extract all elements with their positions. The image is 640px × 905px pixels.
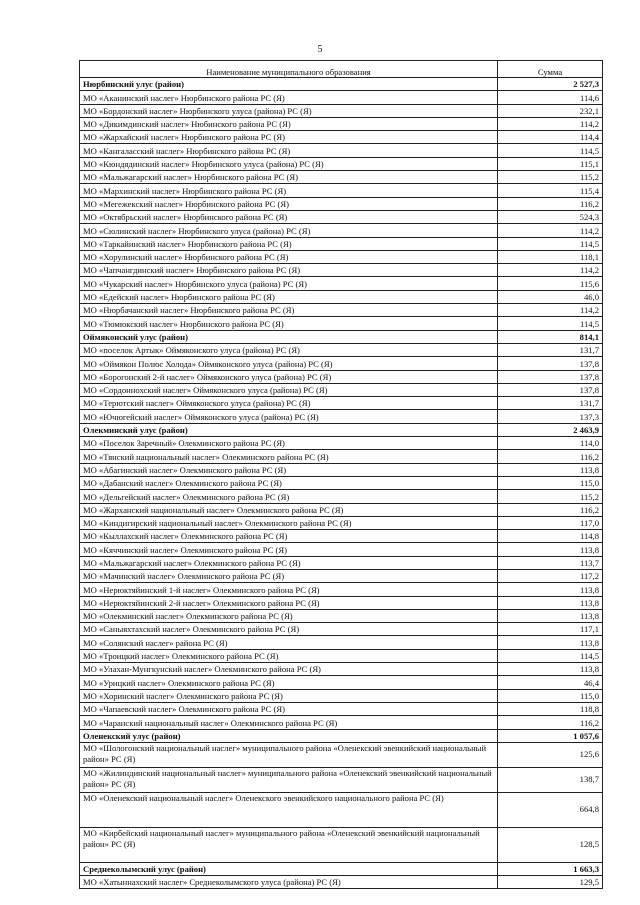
table-row — [80, 569, 603, 582]
row-name: МО «Саныяхтахский наслег» Олекминского района РС (Я) — [80, 623, 498, 636]
row-name: МО «Аканинский наслег» Нюрбинского района РС (Я) — [80, 91, 498, 104]
table-row — [80, 596, 603, 609]
row-sum: 113,8 — [498, 663, 603, 676]
region-row — [80, 330, 603, 343]
row-name: МО «Поселок Заречный» Олекминского района РС (Я) — [80, 437, 498, 450]
row-name: Среднеколымский улус (район) — [80, 862, 498, 875]
row-sum: 131,7 — [498, 343, 603, 356]
table-row — [80, 716, 603, 729]
table-row — [80, 383, 603, 396]
row-sum: 125,6 — [498, 742, 603, 767]
row-name: МО «Кюндядинский наслег» Нюрбинского улуса (района) РС (Я) — [80, 157, 498, 170]
row-name: МО «Чаранский национальный наслег» Олекминского района РС (Я) — [80, 716, 498, 729]
table-row — [80, 649, 603, 662]
row-name: МО «Мальжагарский наслег» Олекминского района РС (Я) — [80, 556, 498, 569]
row-name: МО «Борогонский 2-й наслег» Оймяконского улуса (района) РС (Я) — [80, 370, 498, 383]
row-sum: 118,8 — [498, 702, 603, 715]
header-name: Наименование муниципального образования — [80, 61, 498, 78]
table-row — [80, 224, 603, 237]
row-name: МО «Жилиндинский национальный наслег» муниципального района «Оленекский эвенкийский национальный район» РС (Я) — [80, 767, 498, 792]
row-sum: 137,8 — [498, 370, 603, 383]
table-row — [80, 397, 603, 410]
row-name: МО «Дабанский наслег» Олекминского района РС (Я) — [80, 476, 498, 489]
row-sum: 113,8 — [498, 583, 603, 596]
row-name: МО «Кирбейский национальный наслег» муниципального района «Оленекский эвенкийский национальный район» РС (Я) — [80, 827, 498, 862]
region-row — [80, 423, 603, 436]
table-row — [80, 184, 603, 197]
row-name: МО «Ючюгейский наслег» Оймяконского улуса (района) РС (Я) — [80, 410, 498, 423]
row-name: МО «Солянский наслег» района РС (Я) — [80, 636, 498, 649]
row-sum: 46,0 — [498, 290, 603, 303]
row-sum: 118,1 — [498, 250, 603, 263]
row-name: МО «Кангаласский наслег» Нюрбинского района РС (Я) — [80, 144, 498, 157]
row-name: МО «Дикимдинский наслег» Нюбинского района РС (Я) — [80, 117, 498, 130]
row-sum: 115,2 — [498, 171, 603, 184]
table-row — [80, 157, 603, 170]
table-row — [80, 490, 603, 503]
row-name: МО «Кыллахский наслег» Олекминского района РС (Я) — [80, 530, 498, 543]
row-sum: 128,5 — [498, 827, 603, 862]
table-row — [80, 370, 603, 383]
row-name: Оймяконский улус (район) — [80, 330, 498, 343]
table-row — [80, 530, 603, 543]
row-name: МО «Оленекский национальный наслег» Оленекского эвенкийского национального района РС (Я) — [80, 792, 498, 827]
row-name: МО «Троицкий наслег» Олекминского района РС (Я) — [80, 649, 498, 662]
row-sum: 113,8 — [498, 543, 603, 556]
row-sum: 115,2 — [498, 490, 603, 503]
row-name: МО «Мальжагарский наслег» Нюрбинского района РС (Я) — [80, 171, 498, 184]
row-sum: 114,5 — [498, 317, 603, 330]
row-sum: 814,1 — [498, 330, 603, 343]
row-name: МО «Кяччинский наслег» Олекминского района РС (Я) — [80, 543, 498, 556]
row-sum: 114,2 — [498, 117, 603, 130]
row-name: МО «поселок Артык» Оймяконского улуса (района) РС (Я) — [80, 343, 498, 356]
row-sum: 113,7 — [498, 556, 603, 569]
row-name: МО «Сордоннохский наслег» Оймяконского улуса (района) РС (Я) — [80, 383, 498, 396]
table-row — [80, 543, 603, 556]
table-row — [80, 767, 603, 792]
row-sum: 114,5 — [498, 649, 603, 662]
row-name: МО «Хатыннахский наслег» Среднеколымского улуса (района) РС (Я) — [80, 876, 498, 889]
row-sum: 117,0 — [498, 516, 603, 529]
row-sum: 114,2 — [498, 264, 603, 277]
row-name: МО «Чапаевский наслег» Олекминского района РС (Я) — [80, 702, 498, 715]
row-sum: 137,3 — [498, 410, 603, 423]
row-sum: 114,0 — [498, 437, 603, 450]
table-row — [80, 237, 603, 250]
row-name: МО «Шологонский национальный наслег» муниципального района «Оленекский эвенкийский национальный район» РС (Я) — [80, 742, 498, 767]
row-name: МО «Сюлинский наслег» Нюрбинского улуса (района) РС (Я) — [80, 224, 498, 237]
table-row — [80, 609, 603, 622]
row-sum: 664,8 — [498, 792, 603, 827]
table-row — [80, 503, 603, 516]
row-sum: 232,1 — [498, 104, 603, 117]
table-row — [80, 623, 603, 636]
row-name: МО «Хоринский наслег» Олекминского района РС (Я) — [80, 689, 498, 702]
row-sum: 115,6 — [498, 277, 603, 290]
row-name: МО «Жархайский наслег» Нюрбинского района РС (Я) — [80, 131, 498, 144]
row-name: МО «Олекминский наслег» Олекминского района РС (Я) — [80, 609, 498, 622]
row-name: МО «Урицкий наслег» Олекминского района РС (Я) — [80, 676, 498, 689]
row-sum: 1 057,6 — [498, 729, 603, 742]
row-sum: 116,2 — [498, 450, 603, 463]
table-row — [80, 689, 603, 702]
row-sum: 137,8 — [498, 357, 603, 370]
table-row — [80, 556, 603, 569]
row-sum: 113,8 — [498, 463, 603, 476]
row-sum: 1 663,3 — [498, 862, 603, 875]
row-name: МО «Нерюктяйинский 1-й наслег» Олекминского района РС (Я) — [80, 583, 498, 596]
row-sum: 115,4 — [498, 184, 603, 197]
row-name: МО «Оймякон Полюс Холода» Оймяконского улуса (района) РС (Я) — [80, 357, 498, 370]
row-sum: 114,5 — [498, 237, 603, 250]
row-sum: 138,7 — [498, 767, 603, 792]
row-name: МО «Чапчангдинский наслег» Нюрбинского района РС (Я) — [80, 264, 498, 277]
row-sum: 114,2 — [498, 224, 603, 237]
row-sum: 117,2 — [498, 569, 603, 582]
row-sum: 131,7 — [498, 397, 603, 410]
table-row — [80, 476, 603, 489]
row-name: МО «Нюрбачанский наслег» Нюрбинского района РС (Я) — [80, 304, 498, 317]
table-row — [80, 117, 603, 130]
table-row — [80, 450, 603, 463]
row-sum: 116,2 — [498, 197, 603, 210]
row-sum: 116,2 — [498, 503, 603, 516]
row-name: МО «Таркайинский наслег» Нюрбинского района РС (Я) — [80, 237, 498, 250]
table-row — [80, 290, 603, 303]
table-row — [80, 304, 603, 317]
row-sum: 113,8 — [498, 636, 603, 649]
table-row — [80, 583, 603, 596]
table-row — [80, 144, 603, 157]
table-row — [80, 317, 603, 330]
row-name: МО «Мегежекский наслег» Нюрбинского района РС (Я) — [80, 197, 498, 210]
row-sum: 115,0 — [498, 476, 603, 489]
row-name: МО «Бордонский наслег» Нюрбинского улуса (района) РС (Я) — [80, 104, 498, 117]
row-name: Нюрбинский улус (район) — [80, 78, 498, 91]
table-row — [80, 636, 603, 649]
row-sum: 524,3 — [498, 210, 603, 223]
table-body — [80, 78, 603, 889]
table-row — [80, 171, 603, 184]
row-name: Оленекский улус (район) — [80, 729, 498, 742]
row-sum: 2 527,3 — [498, 78, 603, 91]
table-row — [80, 702, 603, 715]
row-name: МО «Нерюктяйинский 2-й наслег» Олекминского района РС (Я) — [80, 596, 498, 609]
row-name: МО «Тянский национальный наслег» Олекминского района РС (Я) — [80, 450, 498, 463]
table-row — [80, 516, 603, 529]
table-row — [80, 876, 603, 889]
row-name: МО «Октябрьский наслег» Нюрбинского района РС (Я) — [80, 210, 498, 223]
header-sum: Сумма — [498, 61, 603, 78]
row-sum: 114,6 — [498, 91, 603, 104]
row-name: МО «Улахан-Мунгкунский наслег» Олекминского района РС (Я) — [80, 663, 498, 676]
table-row — [80, 437, 603, 450]
table-row — [80, 827, 603, 862]
row-name: МО «Жарханский национальный наслег» Олекминского района РС (Я) — [80, 503, 498, 516]
row-name: МО «Едейский наслег» Нюрбинского района РС (Я) — [80, 290, 498, 303]
table-row — [80, 250, 603, 263]
row-name: МО «Чукарский наслег» Нюрбинского улуса (района) РС (Я) — [80, 277, 498, 290]
row-sum: 116,2 — [498, 716, 603, 729]
table-row — [80, 197, 603, 210]
row-name: МО «Мачинский наслег» Олекминского района РС (Я) — [80, 569, 498, 582]
table-row — [80, 663, 603, 676]
table-row — [80, 676, 603, 689]
region-row — [80, 78, 603, 91]
row-name: МО «Тюмюкский наслег» Нюрбинского района РС (Я) — [80, 317, 498, 330]
row-name: МО «Хорулинский наслег» Нюрбинского района РС (Я) — [80, 250, 498, 263]
table-row — [80, 410, 603, 423]
table-row — [80, 104, 603, 117]
row-name: МО «Абагинский наслег» Олекминского района РС (Я) — [80, 463, 498, 476]
budget-table — [79, 60, 603, 889]
row-sum: 114,4 — [498, 131, 603, 144]
table-row — [80, 357, 603, 370]
table-row — [80, 210, 603, 223]
row-name: МО «Дельгейский наслег» Олекминского района РС (Я) — [80, 490, 498, 503]
row-sum: 129,5 — [498, 876, 603, 889]
row-sum: 114,5 — [498, 144, 603, 157]
row-name: МО «Киндигирский национальный наслег» Олекминского района РС (Я) — [80, 516, 498, 529]
table-row — [80, 131, 603, 144]
region-row — [80, 729, 603, 742]
table-row — [80, 463, 603, 476]
row-name: Олекминский улус (район) — [80, 423, 498, 436]
row-sum: 137,8 — [498, 383, 603, 396]
row-sum: 117,1 — [498, 623, 603, 636]
table-row — [80, 792, 603, 827]
table-row — [80, 264, 603, 277]
region-row — [80, 862, 603, 875]
row-name: МО «Терютский наслег» Оймяконского улуса (района) РС (Я) — [80, 397, 498, 410]
row-sum: 114,8 — [498, 530, 603, 543]
table-row — [80, 742, 603, 767]
table-row — [80, 343, 603, 356]
row-sum: 46,4 — [498, 676, 603, 689]
row-sum: 2 463,9 — [498, 423, 603, 436]
page-number: 5 — [317, 44, 323, 55]
row-sum: 115,0 — [498, 689, 603, 702]
table-header-row — [80, 61, 603, 78]
row-sum: 113,8 — [498, 596, 603, 609]
row-sum: 115,1 — [498, 157, 603, 170]
table-row — [80, 277, 603, 290]
row-name: МО «Мархинский наслег» Нюрбинского района РС (Я) — [80, 184, 498, 197]
table-row — [80, 91, 603, 104]
row-sum: 113,8 — [498, 609, 603, 622]
row-sum: 114,2 — [498, 304, 603, 317]
